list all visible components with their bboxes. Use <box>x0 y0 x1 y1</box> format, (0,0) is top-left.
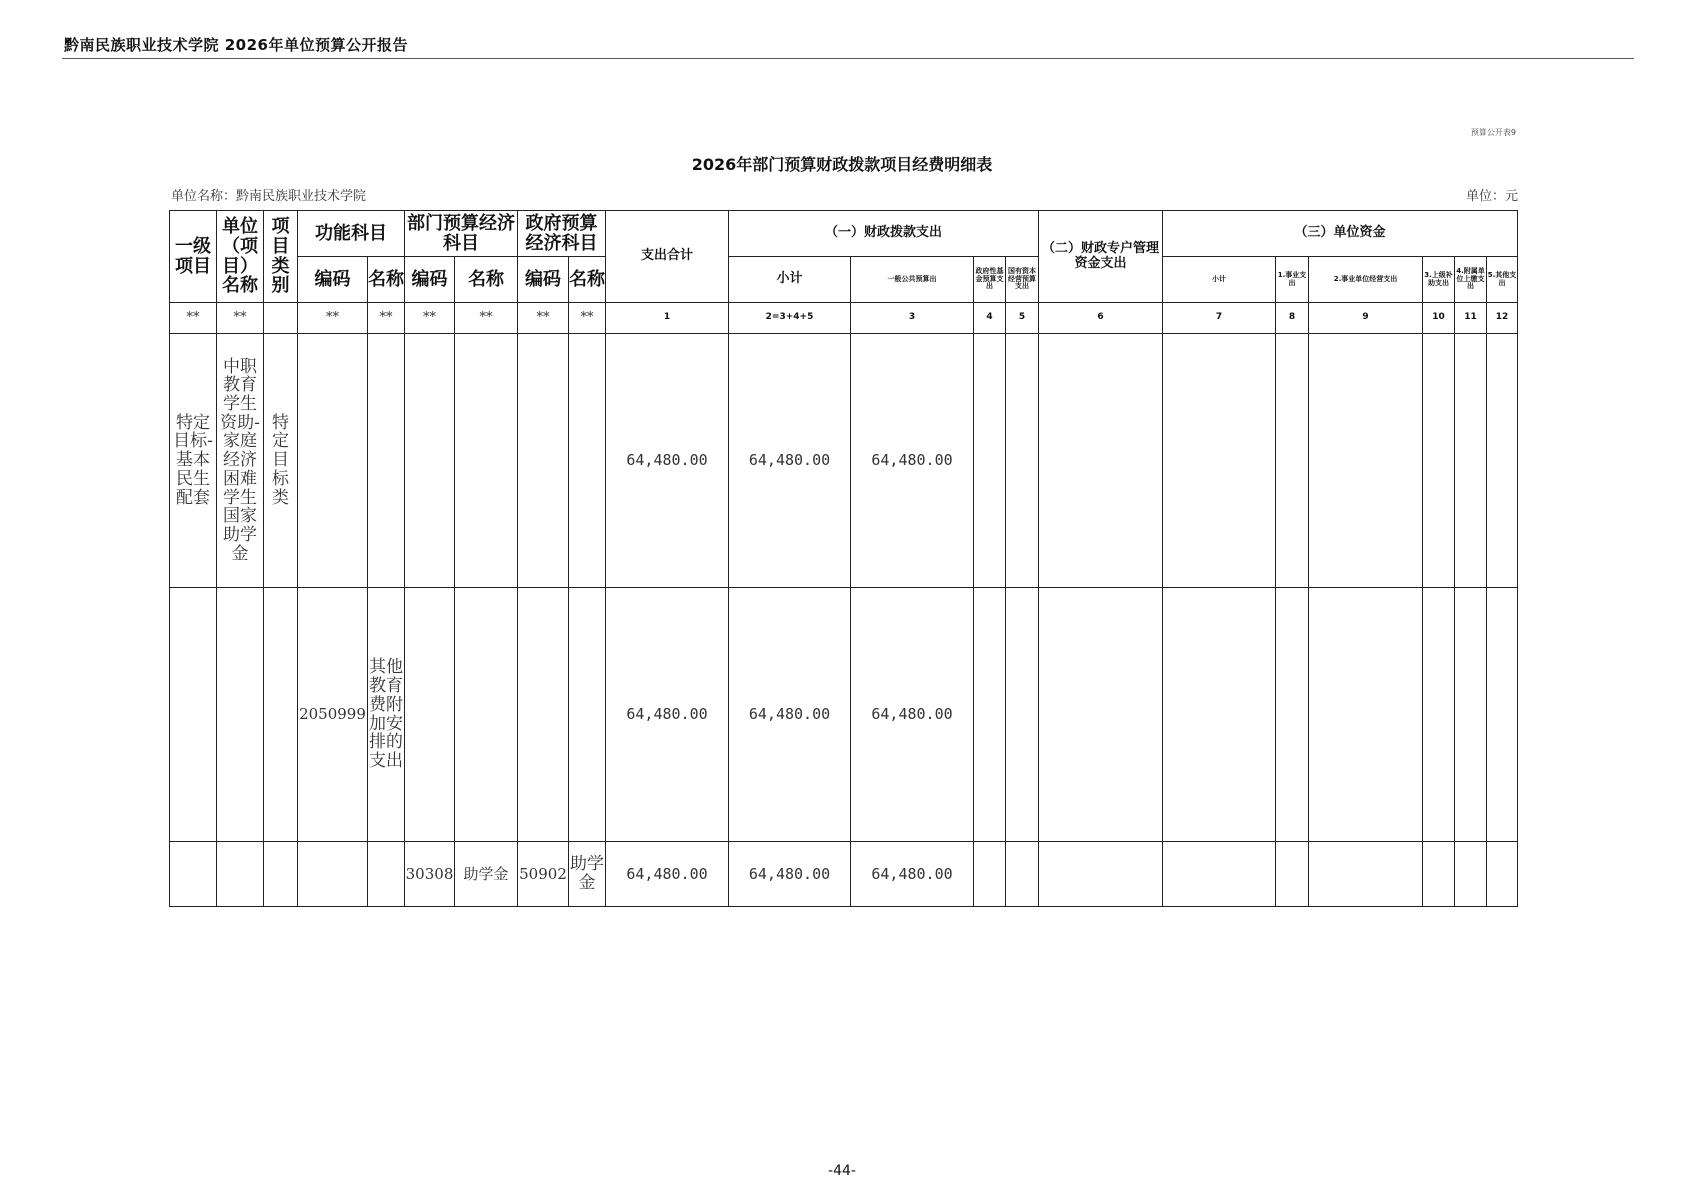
cell-empty <box>1455 842 1487 907</box>
header-career-expense: 1.事业支出 <box>1276 257 1309 303</box>
cell-gov-name <box>569 588 606 842</box>
cell-total: 64,480.00 <box>606 334 729 588</box>
index-cell: 12 <box>1487 303 1518 334</box>
cell-general-public: 64,480.00 <box>851 334 974 588</box>
cell-empty <box>1163 334 1276 588</box>
cell-level1-item: 特定目标-基本民生配套 <box>170 334 217 588</box>
cell-level1-item <box>170 842 217 907</box>
cell-empty <box>1006 842 1039 907</box>
cell-empty <box>1039 334 1163 588</box>
cell-total: 64,480.00 <box>606 588 729 842</box>
index-cell: 6 <box>1039 303 1163 334</box>
header-unit-funds: （三）单位资金 <box>1163 211 1518 257</box>
cell-func-code <box>298 334 368 588</box>
cell-empty <box>1006 334 1039 588</box>
header-other-expense: 5.其他支出 <box>1487 257 1518 303</box>
page-number: -44- <box>828 1163 856 1179</box>
cell-empty <box>1423 588 1455 842</box>
cell-empty <box>1276 842 1309 907</box>
index-cell: ** <box>170 303 217 334</box>
index-cell: 2=3+4+5 <box>729 303 851 334</box>
cell-func-name <box>368 842 405 907</box>
cell-dept-code: 30308 <box>405 842 455 907</box>
cell-empty <box>1309 842 1423 907</box>
cell-dept-name <box>455 588 518 842</box>
index-cell: 8 <box>1276 303 1309 334</box>
cell-level1-item <box>170 588 217 842</box>
cell-empty <box>1163 842 1276 907</box>
index-cell: 11 <box>1455 303 1487 334</box>
header-rule <box>62 58 1634 59</box>
cell-empty <box>1039 588 1163 842</box>
header-state-capital: 国有资本经营预算支出 <box>1006 257 1039 303</box>
cell-empty <box>974 334 1006 588</box>
cell-func-code: 2050999 <box>298 588 368 842</box>
index-cell: 5 <box>1006 303 1039 334</box>
cell-empty <box>1276 588 1309 842</box>
cell-empty <box>1309 588 1423 842</box>
header-affiliated-pay: 4.附属单位上缴支出 <box>1455 257 1487 303</box>
cell-empty <box>1039 842 1163 907</box>
cell-empty <box>1276 334 1309 588</box>
index-row <box>170 303 1518 334</box>
cell-empty <box>1423 842 1455 907</box>
index-cell <box>264 303 298 334</box>
table-row <box>170 588 1518 842</box>
cell-empty <box>1487 842 1518 907</box>
index-cell: 4 <box>974 303 1006 334</box>
table-row <box>170 842 1518 907</box>
cell-empty <box>1163 588 1276 842</box>
cell-empty <box>1006 588 1039 842</box>
header-row-2 <box>170 257 1518 303</box>
cell-empty <box>1487 588 1518 842</box>
index-cell: 10 <box>1423 303 1455 334</box>
header-func-code: 编码 <box>298 257 368 303</box>
header-dept-code: 编码 <box>405 257 455 303</box>
header-total: 支出合计 <box>606 211 729 303</box>
header-gov-econ: 政府预算经济科目 <box>518 211 606 257</box>
header-gov-fund: 政府性基金预算支出 <box>974 257 1006 303</box>
cell-gov-code: 50902 <box>518 842 569 907</box>
cell-unit-item-name <box>217 842 264 907</box>
header-func-name: 名称 <box>368 257 405 303</box>
cell-total: 64,480.00 <box>606 842 729 907</box>
header-unit-subtotal: 小计 <box>1163 257 1276 303</box>
cell-dept-name: 助学金 <box>455 842 518 907</box>
index-cell: 9 <box>1309 303 1423 334</box>
header-unit-item-name: 单位（项目）名称 <box>217 211 264 303</box>
cell-func-name: 其他教育费附加安排的支出 <box>368 588 405 842</box>
cell-func-code <box>298 842 368 907</box>
cell-gov-code <box>518 334 569 588</box>
cell-gov-name <box>569 334 606 588</box>
cell-item-type: 特定目标类 <box>264 334 298 588</box>
header-dept-econ: 部门预算经济科目 <box>405 211 518 257</box>
cell-dept-code <box>405 588 455 842</box>
cell-unit-item-name <box>217 588 264 842</box>
index-cell: ** <box>569 303 606 334</box>
index-cell: 7 <box>1163 303 1276 334</box>
index-cell: 1 <box>606 303 729 334</box>
table-title: 2026年部门预算财政拨款项目经费明细表 <box>691 155 993 174</box>
header-row-1 <box>170 211 1518 257</box>
cell-subtotal: 64,480.00 <box>729 334 851 588</box>
table-row <box>170 334 1518 588</box>
index-cell: ** <box>298 303 368 334</box>
cell-dept-name <box>455 334 518 588</box>
cell-empty <box>974 588 1006 842</box>
cell-gov-name: 助学金 <box>569 842 606 907</box>
header-item-type: 项目类别 <box>264 211 298 303</box>
header-gov-name: 名称 <box>569 257 606 303</box>
currency-unit: 单位：元 <box>1465 189 1518 204</box>
header-dept-name: 名称 <box>455 257 518 303</box>
unit-name: 单位名称：黔南民族职业技术学院 <box>171 189 367 204</box>
header-fiscal-grant: （一）财政拨款支出 <box>729 211 1039 257</box>
header-career-operating: 2.事业单位经营支出 <box>1309 257 1423 303</box>
header-superior-subsidy: 3.上级补助支出 <box>1423 257 1455 303</box>
header-fiscal-special: （二）财政专户管理资金支出 <box>1039 211 1163 303</box>
cell-general-public: 64,480.00 <box>851 842 974 907</box>
header-level1-item: 一级项目 <box>170 211 217 303</box>
running-head: 黔南民族职业技术学院 2026年单位预算公开报告 <box>64 36 408 54</box>
cell-gov-code <box>518 588 569 842</box>
cell-subtotal: 64,480.00 <box>729 588 851 842</box>
index-cell: ** <box>368 303 405 334</box>
cell-empty <box>1455 588 1487 842</box>
cell-item-type <box>264 842 298 907</box>
cell-dept-code <box>405 334 455 588</box>
cell-unit-item-name: 中职教育学生资助-家庭经济困难学生国家助学金 <box>217 334 264 588</box>
index-cell: ** <box>405 303 455 334</box>
index-cell: ** <box>217 303 264 334</box>
cell-general-public: 64,480.00 <box>851 588 974 842</box>
cell-empty <box>1487 334 1518 588</box>
header-subtotal: 小计 <box>729 257 851 303</box>
budget-table <box>169 210 1518 907</box>
cell-func-name <box>368 334 405 588</box>
index-cell: 3 <box>851 303 974 334</box>
form-number: 预算公开表9 <box>1470 128 1516 137</box>
cell-item-type <box>264 588 298 842</box>
cell-empty <box>1423 334 1455 588</box>
header-general-public: 一般公共预算出 <box>851 257 974 303</box>
cell-empty <box>1309 334 1423 588</box>
cell-empty <box>974 842 1006 907</box>
cell-subtotal: 64,480.00 <box>729 842 851 907</box>
header-gov-code: 编码 <box>518 257 569 303</box>
index-cell: ** <box>455 303 518 334</box>
header-func-subject: 功能科目 <box>298 211 405 257</box>
cell-empty <box>1455 334 1487 588</box>
index-cell: ** <box>518 303 569 334</box>
